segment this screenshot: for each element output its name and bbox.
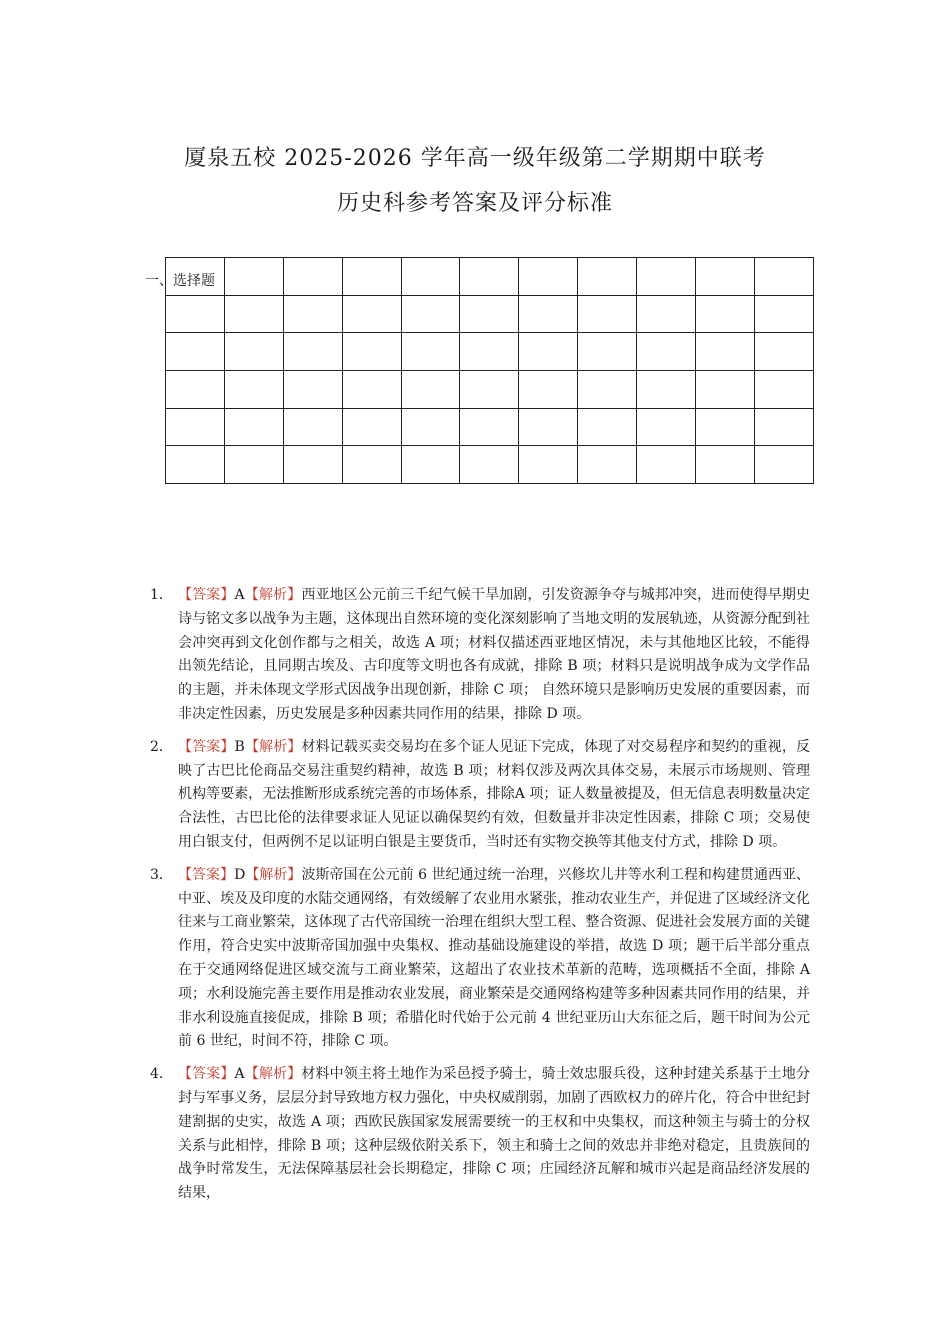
answer-choice: A [234, 1066, 245, 1083]
answer-list [150, 584, 810, 1215]
grid-cell [696, 333, 755, 371]
analysis-text: 材料记载买卖交易均在多个证人见证下完成，体现了对交易程序和契约的重视，反映了古巴比伦商品交易注重契约精神，故选 B 项；材料仅涉及两次具体交易，未展示市场规则、管理机构等要素，无法推断形成系统完善的市场体系，排除A 项；证人数量被提及，但无信息表明数量决定合法性，古巴比伦的法律要求证人见证以确保契约有效，但数量并非决定性因素，排除 C 项；交易使用白银支付，但两例不足以证明白银是主要货币，当时还有实物交换等其他支付方式，排除 D 项。 [178, 738, 811, 850]
grid-cell [224, 371, 283, 409]
analysis-text: 材料中领主将土地作为采邑授予骑士，骑士效忠服兵役，这种封建关系基于土地分封与军事义务，层层分封导致地方权力强化，中央权威削弱，加剧了西欧权力的碎片化，符合中世纪封建割据的史实，故选 A 项；西欧民族国家发展需要统一的王权和中央集权，而这种领主与骑士的分权关系与此相悖，排除 B 项；这种层级依附关系下，领主和骑士之间的效忠并非绝对稳定，且贵族间的战争时常发生，无法保障基层社会长期稳定，排除 C 项；庄园经济瓦解和城市兴起是商品经济发展的结果， [178, 1066, 811, 1202]
grid-cell [224, 295, 283, 333]
grid-cell [696, 371, 755, 409]
grid-cell [460, 295, 519, 333]
grid-cell [578, 333, 637, 371]
grid-cell [637, 258, 696, 296]
grid-cell [637, 371, 696, 409]
grid-cell [460, 446, 519, 484]
answer-item [150, 864, 810, 1054]
answer-item [150, 736, 810, 855]
grid-cell [460, 371, 519, 409]
analysis-tag: 【解析】 [245, 866, 302, 883]
grid-cell [754, 371, 813, 409]
grid-row [166, 295, 814, 333]
question-number: 4． [150, 1066, 173, 1083]
grid-cell [224, 333, 283, 371]
question-number: 1． [150, 587, 173, 603]
grid-cell [401, 258, 460, 296]
grid-cell [224, 446, 283, 484]
grid-cell [166, 258, 225, 296]
grid-cell [401, 333, 460, 371]
grid-cell [224, 408, 283, 446]
answer-tag: 【答案】 [178, 866, 235, 883]
grid-cell [754, 295, 813, 333]
grid-cell [754, 446, 813, 484]
answer-choice: D [234, 866, 246, 883]
grid-cell [637, 333, 696, 371]
grid-cell [519, 258, 578, 296]
grid-cell [460, 408, 519, 446]
grid-row [166, 371, 814, 409]
page-subtitle: 历史科参考答案及评分标准 [336, 191, 613, 216]
grid-cell [283, 258, 342, 296]
answer-item [150, 584, 810, 727]
grid-cell [578, 258, 637, 296]
grid-cell [283, 371, 342, 409]
analysis-tag: 【解析】 [244, 1066, 302, 1083]
grid-cell [578, 446, 637, 484]
grid-cell [401, 371, 460, 409]
grid-cell [342, 408, 401, 446]
grid-cell [754, 408, 813, 446]
grid-cell [460, 258, 519, 296]
grid-cell [754, 258, 813, 296]
grid-cell [401, 295, 460, 333]
grid-cell [578, 295, 637, 333]
analysis-text: 西亚地区公元前三千纪气候干旱加剧，引发资源争夺与城邦冲突，进而使得早期史诗与铭文多以战争为主题，这体现出自然环境的变化深刻影响了当地文明的发展轨迹，从资源分配到社会冲突再到文化创作都与之相关，故选 A 项；材料仅描述西亚地区情况，未与其他地区比较，不能得出领先结论，且同期古埃及、古印度等文明也各有成就，排除 B 项；材料只是说明战争成为文学作品的主题，并未体现文学形式因战争出现创新，排除 C 项； 自然环境只是影响历史发展的重要因素，而非决定性因素，历史发展是多种因素共同作用的结果，排除 D 项。 [178, 587, 811, 722]
grid-cell [637, 295, 696, 333]
answer-tag: 【答案】 [178, 1066, 235, 1083]
grid-cell [401, 446, 460, 484]
grid-cell [166, 446, 225, 484]
grid-cell [519, 446, 578, 484]
analysis-tag: 【解析】 [244, 587, 302, 603]
grid-cell [578, 371, 637, 409]
grid-cell [342, 333, 401, 371]
grid-cell [283, 295, 342, 333]
grid-cell [283, 446, 342, 484]
question-number: 2． [150, 738, 173, 755]
grid-cell [696, 446, 755, 484]
grid-cell [401, 408, 460, 446]
question-number: 3． [150, 866, 173, 883]
answer-body [178, 1063, 810, 1206]
grid-cell [519, 295, 578, 333]
grid-cell [166, 333, 225, 371]
grid-cell [460, 333, 519, 371]
grid-cell [519, 408, 578, 446]
answer-tag: 【答案】 [178, 587, 235, 603]
grid-cell [166, 371, 225, 409]
section-label: 一、选择题 [145, 273, 215, 289]
grid-cell [342, 258, 401, 296]
grid-cell [342, 446, 401, 484]
grid-cell [519, 333, 578, 371]
grid-cell [696, 295, 755, 333]
grid-cell [283, 408, 342, 446]
grid-cell [637, 446, 696, 484]
grid-row [166, 258, 814, 296]
grid-cell [696, 408, 755, 446]
grid-cell [166, 295, 225, 333]
answer-choice: B [234, 738, 245, 755]
grid-row [166, 446, 814, 484]
grid-cell [342, 371, 401, 409]
grid-cell [578, 408, 637, 446]
answer-body [178, 584, 810, 727]
answer-body [178, 864, 810, 1054]
page-title: 厦泉五校 2025-2026 学年高一级年级第二学期期中联考 [184, 146, 766, 171]
grid-cell [637, 408, 696, 446]
grid-cell [283, 333, 342, 371]
grid-cell [696, 258, 755, 296]
answer-item [150, 1063, 810, 1206]
grid-cell [342, 295, 401, 333]
answer-tag: 【答案】 [178, 738, 235, 755]
answer-body [178, 736, 810, 855]
answer-choice: A [234, 587, 245, 603]
grid-cell [519, 371, 578, 409]
grid-cell [754, 333, 813, 371]
answer-grid [165, 257, 814, 484]
analysis-text: 波斯帝国在公元前 6 世纪通过统一治理，兴修坎儿井等水利工程和构建贯通西亚、中亚、埃及及印度的水陆交通网络，有效缓解了农业用水紧张，推动农业生产，并促进了区域经济文化往来与工商业繁荣，这体现了古代帝国统一治理在组织大型工程、整合资源、促进社会发展方面的关键作用，符合史实中波斯帝国加强中央集权、推动基础设施建设的举措，故选 D 项；题干后半部分重点在于交通网络促进区域交流与工商业繁荣，这超出了农业技术革新的范畴，选项概括不全面，排除 A 项；水利设施完善主要作用是推动农业发展，商业繁荣是交通网络构建等多种因素共同作用的结果，并非水利设施直接促成，排除 B 项；希腊化时代始于公元前 4 世纪亚历山大东征之后，题干时间为公元前 6 世纪，时间不符，排除 C 项。 [178, 866, 811, 1050]
grid-cell [166, 408, 225, 446]
grid-cell [224, 258, 283, 296]
analysis-tag: 【解析】 [244, 738, 302, 755]
grid-row [166, 333, 814, 371]
grid-row [166, 408, 814, 446]
